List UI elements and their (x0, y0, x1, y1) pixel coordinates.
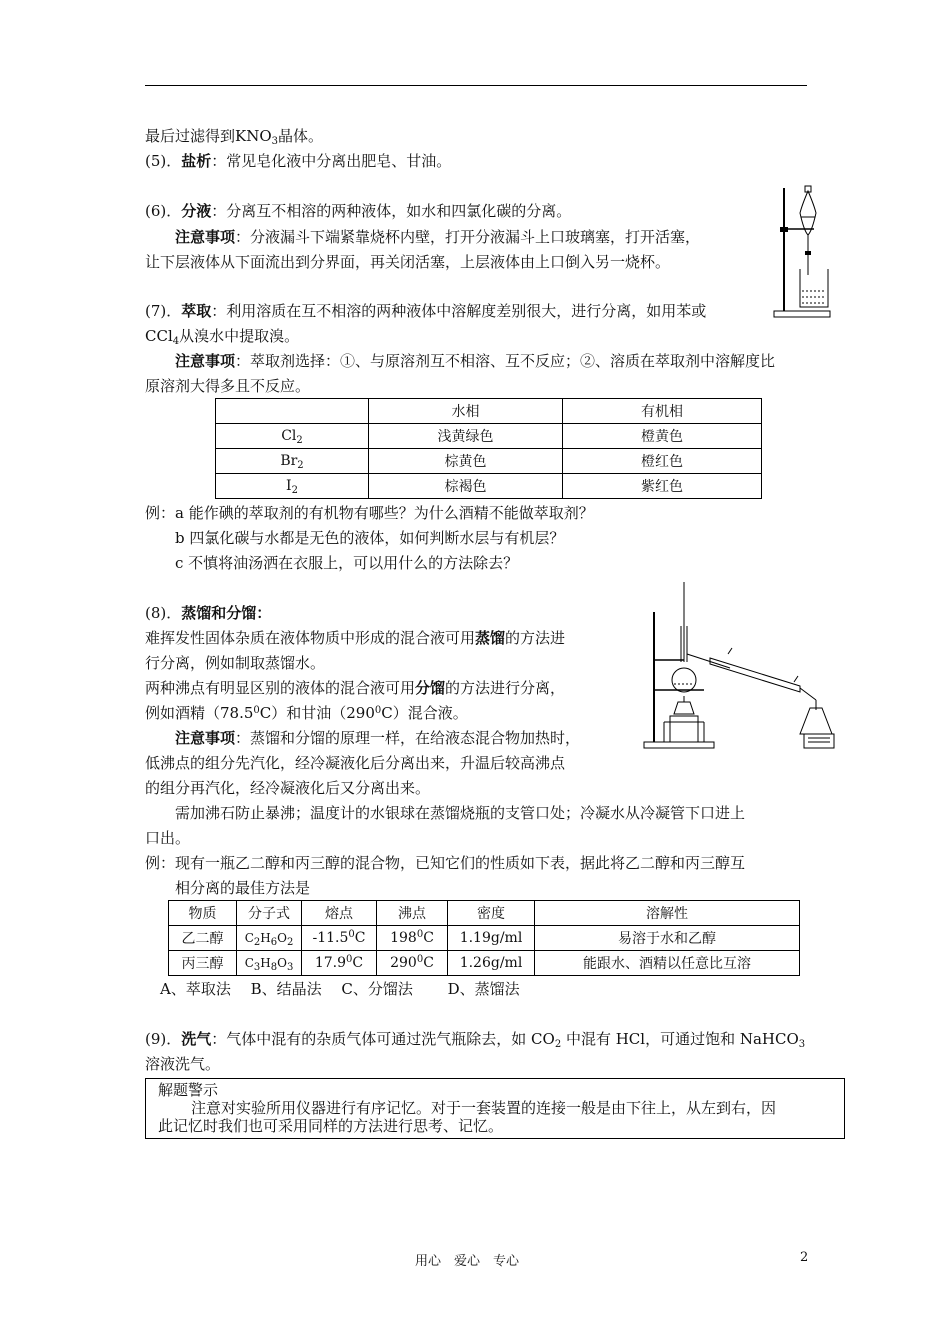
halogen-color-table (215, 398, 762, 499)
example-7a: 例：a 能作碘的萃取剂的有机物有哪些？为什么酒精不能做萃取剂？ (145, 504, 594, 522)
section-8-distillation: (8)．蒸馏和分馏： (145, 604, 272, 622)
table-row: 丙三醇 $C_3H_8O_3$ 17.9$^0$C $290^0C$ 1.26g/ml 能跟水、酒精以任意比互溶 (169, 951, 800, 976)
footer-slogan: 用心 爱心 专心 (415, 1254, 520, 1269)
section-7-line2: CCl$_4$从溴水中提取溴。 (145, 327, 300, 347)
tip-box-line2: 此记忆时我们也可采用同样的方法进行思考、记忆。 (158, 1117, 504, 1135)
section-6-note-line2: 让下层液体从下面流出到分界面，再关闭活塞，上层液体由上口倒入另一烧杯。 (145, 253, 671, 271)
section-8-note-line3: 的组分再汽化，经冷凝液化后又分离出来。 (145, 779, 431, 797)
example-7b: b 四氯化碳与水都是无色的液体，如何判断水层与有机层？ (175, 529, 565, 547)
example-8-options: A、萃取法 B、结晶法 C、分馏法 D、蒸馏法 (160, 980, 520, 998)
section-8-note-line2: 低沸点的组分先汽化，经冷凝液化后分离出来，升温后较高沸点 (145, 754, 566, 772)
glycol-glycerol-property-table (168, 900, 800, 976)
table-row: $Cl_2$ 浅黄绿色 橙黄色 (216, 424, 762, 449)
problem-solving-tip-box (145, 1078, 845, 1139)
table-header-row: 水相 有机相 (216, 399, 762, 424)
section-9-line2: 溶液洗气。 (145, 1055, 221, 1073)
example-8-line1: 例：现有一瓶乙二醇和丙三醇的混合物，已知它们的性质如下表，据此将乙二醇和丙三醇互 (145, 854, 746, 872)
section-9-gas-washing: (9)．洗气：气体中混有的杂质气体可通过洗气瓶除去，如 $CO_2$ 中混有 HCl，可通过饱和 NaHCO$_3$ (145, 1030, 806, 1050)
page-number: 2 (800, 1250, 809, 1265)
section-5-salting-out: (5)．盐析：常见皂化液中分离出肥皂、甘油。 (145, 152, 452, 170)
header-rule (145, 85, 807, 86)
section-7-note-line2: 原溶剂大得多且不反应。 (145, 377, 311, 395)
section-8-line2: 行分离，例如制取蒸馏水。 (145, 654, 326, 672)
distillation-apparatus-illustration (640, 582, 840, 752)
example-8-line2: 相分离的最佳方法是 (175, 879, 311, 897)
section-8-tip-line2: 口出。 (145, 829, 191, 847)
section-6-separation: (6)．分液：分离互不相溶的两种液体，如水和四氯化碳的分离。 (145, 202, 572, 220)
section-7-note-line1: 注意事项：萃取剂选择：①、与原溶剂互不相溶、互不反应；②、溶质在萃取剂中溶解度比 (175, 352, 776, 370)
section-7-extraction: (7)．萃取：利用溶质在互不相溶的两种液体中溶解度差别很大，进行分离，如用苯或 (145, 302, 707, 320)
section-6-note-line1: 注意事项：分液漏斗下端紧靠烧杯内壁，打开分液漏斗上口玻璃塞，打开活塞， (175, 228, 701, 246)
example-7c: c 不慎将油汤洒在衣服上，可以用什么的方法除去？ (175, 554, 519, 572)
table-header-row: 物质 分子式 熔点 沸点 密度 溶解性 (169, 901, 800, 926)
separatory-funnel-illustration (770, 183, 835, 323)
kno3-line: 最后过滤得到$KNO_3$晶体。 (145, 127, 324, 147)
section-8-tip-line1: 需加沸石防止暴沸；温度计的水银球在蒸馏烧瓶的支管口处；冷凝水从冷凝管下口进上 (175, 804, 746, 822)
table-row: 乙二醇 $C_2H_6O_2$ -11.5$^0$C $198^0C$ 1.19g/ml 易溶于水和乙醇 (169, 926, 800, 951)
tip-box-line1: 注意对实验所用仪器进行有序记忆。对于一套装置的连接一般是由下往上，从左到右，因 (191, 1099, 777, 1117)
table-row: $Br_2$ 棕黄色 橙红色 (216, 449, 762, 474)
table-row: $I_2$ 棕褐色 紫红色 (216, 474, 762, 499)
section-8-line3: 两种沸点有明显区别的液体的混合液可用分馏的方法进行分离， (145, 679, 566, 697)
tip-box-title: 解题警示 (158, 1081, 219, 1099)
section-8-line4: 例如酒精（78.5$^0$C）和甘油$(290^0C)$混合液。 (145, 704, 468, 722)
section-8-note-line1: 注意事项：蒸馏和分馏的原理一样，在给液态混合物加热时， (175, 729, 581, 747)
section-8-line1: 难挥发性固体杂质在液体物质中形成的混合液可用蒸馏的方法进 (145, 629, 566, 647)
